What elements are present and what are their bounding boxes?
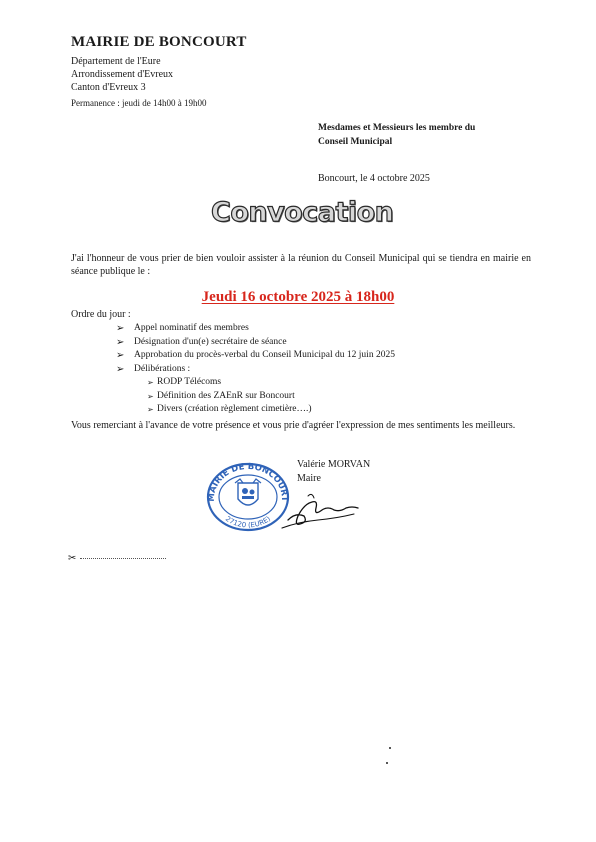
- recipient-line-1: Mesdames et Messieurs les membre du: [318, 123, 476, 133]
- place-date: Boncourt, le 4 octobre 2025: [318, 173, 430, 184]
- agenda-item: ➢ Délibérations : ➢ RODP Télécoms ➢ Définition des ZAEnR sur Boncourt ➢ Divers (création règlement cimetière….): [116, 363, 395, 417]
- coat-of-arms-icon: [235, 479, 261, 505]
- agenda-sub-item: ➢ RODP Télécoms: [147, 376, 395, 390]
- agenda-item: ➢ Approbation du procès-verbal du Conseil Municipal du 12 juin 2025: [116, 350, 395, 361]
- arrow-bullet-icon: ➢: [147, 391, 154, 401]
- closing-paragraph: Vous remerciant à l'avance de votre présence et vous prie d'agréer l'expression de mes sentiments les meilleurs.: [71, 420, 516, 431]
- agenda-sub-item: ➢ Divers (création règlement cimetière….): [147, 403, 395, 417]
- agenda-item: ➢ Appel nominatif des membres: [116, 323, 249, 334]
- agenda-sub-list: [134, 376, 395, 417]
- arrow-bullet-icon: ➢: [147, 405, 154, 414]
- agenda-label: Ordre du jour :: [71, 309, 131, 320]
- arrow-bullet-icon: ➢: [116, 336, 125, 348]
- arrow-bullet-icon: ➢: [147, 378, 154, 387]
- agenda-item: ➢ Désignation d'un(e) secrétaire de séance: [116, 336, 287, 348]
- stamp-top-text: MAIRIE DE BONCOURT: [206, 461, 290, 502]
- intro-paragraph: J'ai l'honneur de vous prier de bien vouloir assister à la réunion du Conseil Municipal qui se tiendra en mairie en séance publique le :: [71, 253, 531, 277]
- agenda-list: [116, 322, 395, 417]
- arrow-bullet-icon: ➢: [116, 363, 125, 375]
- office-hours: Permanence : jeudi de 14h00 à 19h00: [71, 98, 207, 108]
- scissors-icon: ✂: [68, 553, 77, 564]
- recipient-line-2: Conseil Municipal: [318, 137, 393, 147]
- signer-title: Maire: [297, 473, 321, 484]
- department-line: Département de l'Eure: [71, 56, 161, 67]
- cut-dotted-line: [80, 558, 166, 559]
- recipient-block: [318, 121, 475, 149]
- arrow-bullet-icon: ➢: [116, 350, 125, 361]
- signer-name: Valérie MORVAN: [297, 459, 371, 470]
- scan-speck: [386, 762, 388, 764]
- handwritten-signature: [278, 486, 370, 534]
- arrow-bullet-icon: ➢: [116, 323, 125, 334]
- stamp-bottom-text: 27120 (EURE): [223, 514, 273, 530]
- arrondissement-line: Arrondissement d'Evreux: [71, 69, 174, 80]
- canton-line: Canton d'Evreux 3: [71, 82, 146, 93]
- document-title: Convocation: [211, 197, 394, 228]
- agenda-sub-item: ➢ Définition des ZAEnR sur Boncourt: [147, 390, 395, 404]
- meeting-date: Jeudi 16 octobre 2025 à 18h00: [201, 289, 395, 305]
- mayor-office-title: MAIRIE DE BONCOURT: [71, 34, 247, 50]
- scan-speck: [389, 747, 391, 749]
- cut-line: [68, 553, 166, 564]
